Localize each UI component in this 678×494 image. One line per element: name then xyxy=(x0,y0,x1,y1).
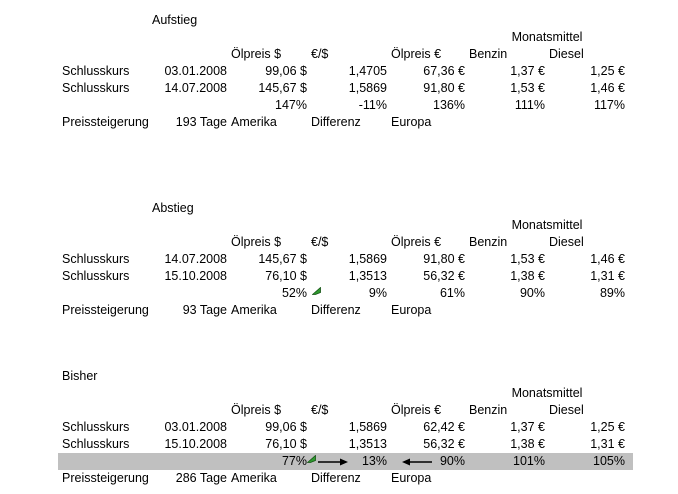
cell-pct-benzin: 90% xyxy=(519,286,545,300)
footer-label: Preissteigerung xyxy=(62,471,149,485)
cell-oil-usd: 99,06 $ xyxy=(265,64,307,78)
cell-date: 14.07.2008 xyxy=(164,252,227,266)
cell-diesel: 1,25 € xyxy=(590,420,625,434)
monatsmittel-label: Monatsmittel xyxy=(511,386,583,400)
arrow-left-icon xyxy=(402,458,432,466)
column-header-oil-eur: Ölpreis € xyxy=(391,47,442,61)
column-header-rate: €/$ xyxy=(311,235,329,249)
column-header-benzin: Benzin xyxy=(469,403,508,417)
green-corner-marker-icon xyxy=(312,287,321,295)
subheader-row xyxy=(60,385,627,402)
monatsmittel-label: Monatsmittel xyxy=(511,30,583,44)
cell-pct-rate: 13% xyxy=(361,454,387,468)
section-title-row xyxy=(60,12,627,29)
section-title: Bisher xyxy=(62,369,98,383)
monatsmittel-label: Monatsmittel xyxy=(511,218,583,232)
cell-benzin: 1,53 € xyxy=(510,81,545,95)
percent-row-highlighted xyxy=(60,453,627,470)
cell-pct-rate: -11% xyxy=(358,98,387,112)
section-abstieg xyxy=(60,200,627,319)
cell-oil-eur: 67,36 € xyxy=(423,64,465,78)
section-title-row xyxy=(60,200,627,217)
cell-pct-oil-eur: 61% xyxy=(439,286,465,300)
column-header-diesel: Diesel xyxy=(549,47,584,61)
cell-diesel: 1,31 € xyxy=(590,437,625,451)
footer-label: Preissteigerung xyxy=(62,303,149,317)
cell-rate: 1,5869 xyxy=(348,81,387,95)
table-row xyxy=(60,419,627,436)
cell-rate: 1,4705 xyxy=(348,64,387,78)
subheader-row xyxy=(60,29,627,46)
cell-oil-eur: 56,32 € xyxy=(423,437,465,451)
footer-duration: 93 Tage xyxy=(182,303,227,317)
cell-benzin: 1,38 € xyxy=(510,269,545,283)
cell-date: 15.10.2008 xyxy=(164,269,227,283)
cell-oil-usd: 76,10 $ xyxy=(265,269,307,283)
cell-row-label: Schlusskurs xyxy=(62,81,130,95)
cell-pct-oil-eur: 136% xyxy=(433,98,465,112)
cell-benzin: 1,37 € xyxy=(510,420,545,434)
cell-pct-rate: 9% xyxy=(368,286,387,300)
cell-oil-eur: 56,32 € xyxy=(423,269,465,283)
column-header-row xyxy=(60,234,627,251)
section-bisher xyxy=(60,368,627,487)
cell-pct-benzin: 111% xyxy=(514,98,545,112)
cell-date: 03.01.2008 xyxy=(164,420,227,434)
cell-benzin: 1,38 € xyxy=(510,437,545,451)
footer-region-europa: Europa xyxy=(391,303,432,317)
cell-oil-eur: 91,80 € xyxy=(423,252,465,266)
section-title: Aufstieg xyxy=(152,13,198,27)
footer-region-amerika: Amerika xyxy=(231,115,277,129)
column-header-benzin: Benzin xyxy=(469,47,508,61)
footer-region-amerika: Amerika xyxy=(231,303,277,317)
table-row xyxy=(60,251,627,268)
section-title-row xyxy=(60,368,627,385)
table-row xyxy=(60,436,627,453)
cell-row-label: Schlusskurs xyxy=(62,64,130,78)
cell-diesel: 1,25 € xyxy=(590,64,625,78)
footer-differenz: Differenz xyxy=(311,471,361,485)
footer-row xyxy=(60,470,627,487)
cell-oil-usd: 99,06 $ xyxy=(265,420,307,434)
cell-pct-oil-usd: 147% xyxy=(275,98,307,112)
footer-differenz: Differenz xyxy=(311,303,361,317)
footer-row xyxy=(60,114,627,131)
footer-region-europa: Europa xyxy=(391,115,432,129)
cell-oil-eur: 62,42 € xyxy=(423,420,465,434)
footer-duration: 286 Tage xyxy=(175,471,227,485)
column-header-row xyxy=(60,402,627,419)
cell-benzin: 1,53 € xyxy=(510,252,545,266)
section-aufstieg xyxy=(60,12,627,131)
cell-diesel: 1,31 € xyxy=(590,269,625,283)
cell-date: 15.10.2008 xyxy=(164,437,227,451)
cell-pct-oil-usd: 77% xyxy=(281,454,307,468)
column-header-oil-eur: Ölpreis € xyxy=(391,235,442,249)
column-header-diesel: Diesel xyxy=(549,235,584,249)
cell-row-label: Schlusskurs xyxy=(62,252,130,266)
cell-rate: 1,3513 xyxy=(348,269,387,283)
column-header-diesel: Diesel xyxy=(549,403,584,417)
footer-row xyxy=(60,302,627,319)
cell-rate: 1,5869 xyxy=(348,420,387,434)
cell-oil-usd: 76,10 $ xyxy=(265,437,307,451)
percent-row xyxy=(60,97,627,114)
column-header-row xyxy=(60,46,627,63)
footer-differenz: Differenz xyxy=(311,115,361,129)
cell-oil-usd: 145,67 $ xyxy=(258,81,307,95)
column-header-rate: €/$ xyxy=(311,47,329,61)
section-title: Abstieg xyxy=(152,201,194,215)
cell-row-label: Schlusskurs xyxy=(62,269,130,283)
cell-oil-eur: 91,80 € xyxy=(423,81,465,95)
cell-pct-diesel: 117% xyxy=(593,98,625,112)
column-header-oil-usd: Ölpreis $ xyxy=(231,47,282,61)
cell-pct-oil-usd: 52% xyxy=(281,286,307,300)
table-row xyxy=(60,268,627,285)
cell-date: 03.01.2008 xyxy=(164,64,227,78)
cell-row-label: Schlusskurs xyxy=(62,420,130,434)
green-corner-marker-icon xyxy=(307,455,316,463)
cell-diesel: 1,46 € xyxy=(590,252,625,266)
cell-pct-oil-eur: 90% xyxy=(439,454,465,468)
footer-duration: 193 Tage xyxy=(175,115,227,129)
percent-row xyxy=(60,285,627,302)
footer-region-europa: Europa xyxy=(391,471,432,485)
cell-pct-benzin: 101% xyxy=(513,454,545,468)
column-header-benzin: Benzin xyxy=(469,235,508,249)
cell-rate: 1,5869 xyxy=(348,252,387,266)
cell-oil-usd: 145,67 $ xyxy=(258,252,307,266)
column-header-oil-usd: Ölpreis $ xyxy=(231,403,282,417)
cell-rate: 1,3513 xyxy=(348,437,387,451)
footer-region-amerika: Amerika xyxy=(231,471,277,485)
cell-row-label: Schlusskurs xyxy=(62,437,130,451)
cell-pct-diesel: 89% xyxy=(599,286,625,300)
cell-diesel: 1,46 € xyxy=(590,81,625,95)
cell-date: 14.07.2008 xyxy=(164,81,227,95)
subheader-row xyxy=(60,217,627,234)
column-header-rate: €/$ xyxy=(311,403,329,417)
column-header-oil-usd: Ölpreis $ xyxy=(231,235,282,249)
cell-pct-diesel: 105% xyxy=(593,454,625,468)
cell-benzin: 1,37 € xyxy=(510,64,545,78)
table-row xyxy=(60,80,627,97)
arrow-right-icon xyxy=(318,458,348,466)
table-row xyxy=(60,63,627,80)
footer-label: Preissteigerung xyxy=(62,115,149,129)
column-header-oil-eur: Ölpreis € xyxy=(391,403,442,417)
